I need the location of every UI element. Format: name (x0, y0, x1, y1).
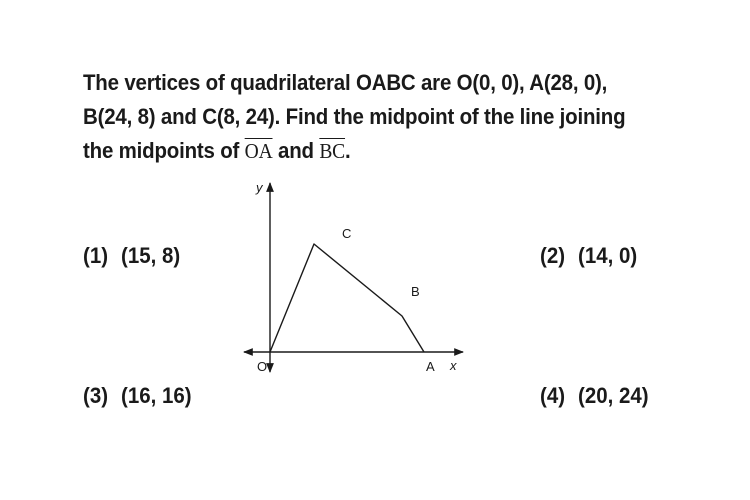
segment-oa: $\overline{OA}$ (244, 139, 273, 163)
axis-label-y: y (256, 180, 263, 195)
vertex-label-o: O (257, 359, 268, 374)
vertex-label-c: C (342, 226, 352, 241)
option-1-value: (15, 8) (121, 243, 181, 268)
question-conjunction: and (278, 138, 314, 163)
option-3-number: (3) (83, 383, 109, 408)
option-2-value: (14, 0) (578, 243, 638, 268)
axis-label-x: x (450, 358, 457, 373)
vertex-label-b: B (411, 284, 420, 299)
segment-bc: $\overline{BC}$ (319, 139, 346, 163)
question-line-2: B(24, 8) and C(8, 24). Find the midpoint of the line joining (83, 104, 626, 129)
question-line-1: The vertices of quadrilateral OABC are O(0, 0), A(28, 0), (83, 70, 608, 95)
question-line-3-prefix: the midpoints of (83, 138, 240, 163)
quadrilateral-oabc (270, 244, 424, 352)
vertex-label-a: A (426, 359, 435, 374)
option-4-value: (20, 24) (578, 383, 649, 408)
question-end: . (345, 138, 351, 163)
option-1-number: (1) (83, 243, 109, 268)
option-3-value: (16, 16) (121, 383, 192, 408)
option-2-number: (2) (540, 243, 566, 268)
option-4-number: (4) (540, 383, 566, 408)
